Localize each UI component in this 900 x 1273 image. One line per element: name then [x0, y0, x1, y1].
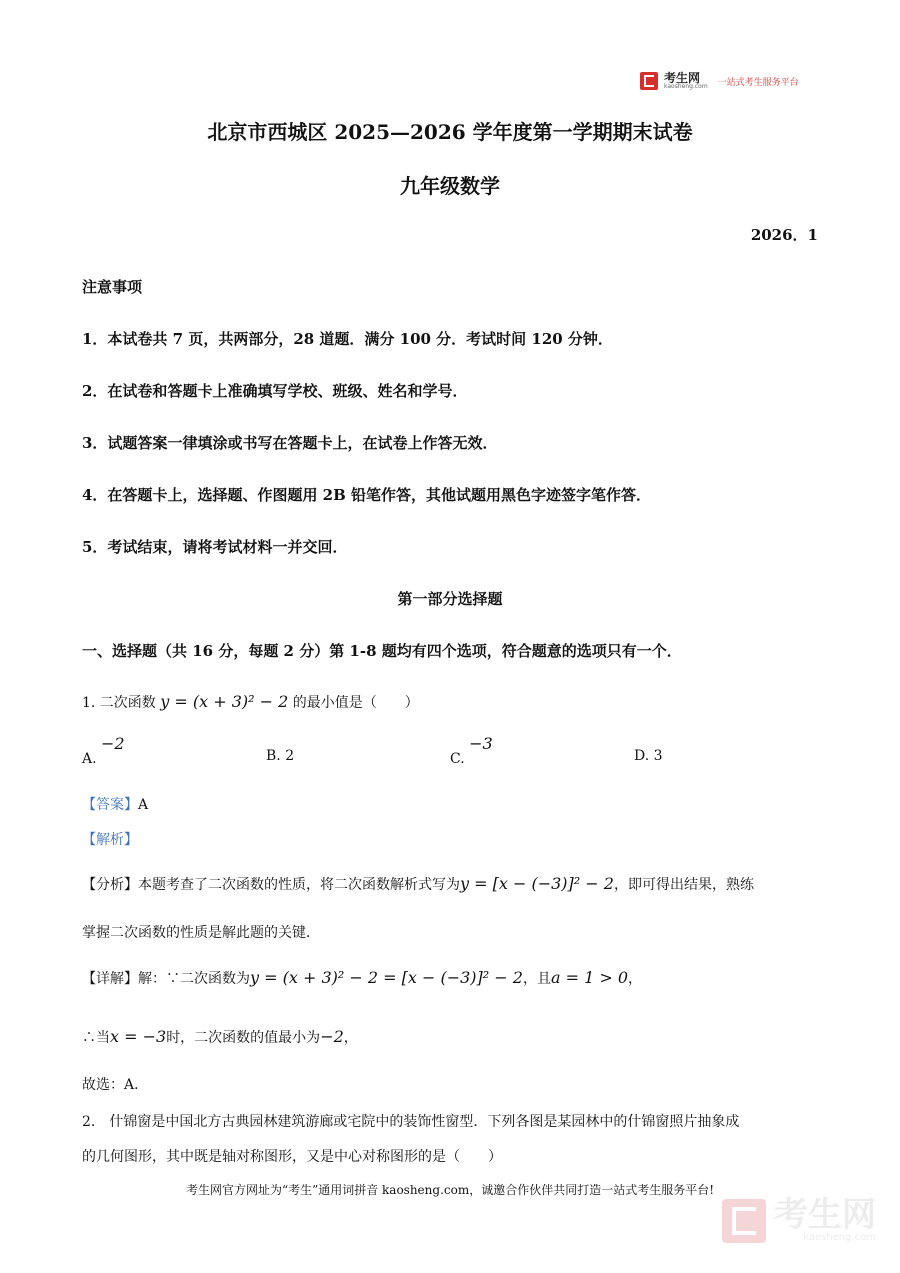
q1-option-c — [450, 734, 493, 767]
q1-formula: y = (x + 3)² − 2 — [160, 692, 289, 711]
detail-formula: y = (x + 3)² − 2 = [x − (−3)]² − 2 — [250, 968, 523, 987]
note-item: 5．考试结束，请将考试材料一并交回． — [82, 538, 348, 556]
q1-option-a — [82, 734, 125, 767]
note-item: 3．试题答案一律填涂或书写在答题卡上，在试卷上作答无效． — [82, 434, 498, 452]
exam-subject: 九年级数学 — [400, 174, 500, 198]
detail-end: ， — [628, 971, 643, 987]
note-item: 4．在答题卡上，选择题、作图题用 2B 铅笔作答，其他试题用黑色字迹签字笔作答． — [82, 486, 652, 504]
fenxi-suffix: ，即可得出结果，熟练 — [613, 877, 754, 893]
q2-line2: 的几何图形，其中既是轴对称图形，又是中心对称图形的是（ ） — [82, 1149, 502, 1165]
fenxi-formula: y = [x − (−3)]² − 2 — [460, 874, 614, 893]
watermark — [722, 1195, 876, 1243]
note-item: 2．在试卷和答题卡上准确填写学校、班级、姓名和学号． — [82, 382, 468, 400]
detail-formula2: a = 1 > 0 — [550, 968, 629, 987]
watermark-text: 考生网 — [774, 1195, 876, 1235]
exam-title: 北京市西城区 2025—2026 学年度第一学期期末试卷 — [207, 120, 693, 144]
detail-text: 解：∵二次函数为 — [138, 971, 250, 987]
note-item: 1．本试卷共 7 页，共两部分，28 道题．满分 100 分．考试时间 120 分钟． — [82, 330, 613, 348]
logo-slogan: 一站式考生服务平台 — [717, 77, 799, 88]
logo-domain: kaosheng.com — [664, 83, 708, 90]
fenxi-tag: 【分析】 — [82, 877, 138, 893]
q1-option-d — [634, 748, 663, 764]
q1-stem — [82, 692, 419, 712]
footer-text: 考生网官方网址为“考生”通用词拼音 kaosheng.com，诚邀合作伙伴共同打造一站式考生服务平台! — [185, 1183, 715, 1197]
conclusion-prefix: ∴当 — [82, 1030, 110, 1046]
analysis-tag: 【解析】 — [82, 832, 138, 848]
watermark-domain: kaosheng.com — [803, 1232, 876, 1243]
logo-icon — [640, 72, 658, 90]
header-logo[interactable] — [640, 72, 799, 90]
watermark-logo-icon — [722, 1199, 766, 1243]
q1-stem-prefix: 1. 二次函数 — [82, 695, 156, 711]
option-label: B. — [266, 748, 281, 764]
option-label: C. — [450, 751, 465, 767]
q1-stem-suffix: 的最小值是（ ） — [292, 695, 419, 711]
fenxi-text: 本题考查了二次函数的性质，将二次函数解析式写为 — [138, 877, 460, 893]
conclusion-text: 时，二次函数的值最小为 — [166, 1030, 321, 1046]
logo-brand: 考生网 — [664, 71, 701, 85]
fenxi-line2: 掌握二次函数的性质是解此题的关键． — [82, 925, 320, 941]
detail-tag: 【详解】 — [82, 971, 138, 987]
option-value: −3 — [469, 734, 493, 753]
q1-option-b — [266, 748, 294, 764]
q1-answer — [82, 794, 148, 814]
part-title: 第一部分选择题 — [397, 590, 503, 608]
option-label: D. — [634, 748, 650, 764]
answer-tag: 【答案】 — [82, 797, 138, 813]
option-value: 2 — [285, 748, 295, 764]
conclusion-formula: x = −3 — [110, 1027, 167, 1046]
q1-conclusion — [82, 1027, 358, 1047]
q2-line1: 2. 什锦窗是中国北方古典园林建筑游廊或宅院中的装饰性窗型．下列各图是某园林中的什锦窗照片抽象成 — [82, 1114, 740, 1130]
option-label: A. — [82, 751, 97, 767]
q1-choice: 故选：A． — [82, 1077, 149, 1093]
option-value: −2 — [101, 734, 125, 753]
section-heading: 一、选择题（共 16 分，每题 2 分）第 1-8 题均有四个选项，符合题意的选项只有一个． — [82, 642, 682, 660]
detail-mid: ，且 — [522, 971, 551, 987]
exam-date: 2026．1 — [750, 226, 818, 244]
conclusion-end: ， — [343, 1030, 358, 1046]
notes-heading: 注意事项 — [82, 278, 143, 296]
q1-detail — [82, 968, 642, 988]
option-value: 3 — [653, 748, 663, 764]
conclusion-value: −2 — [320, 1027, 344, 1046]
q1-fenxi — [82, 874, 754, 894]
answer-value: A — [138, 797, 149, 813]
